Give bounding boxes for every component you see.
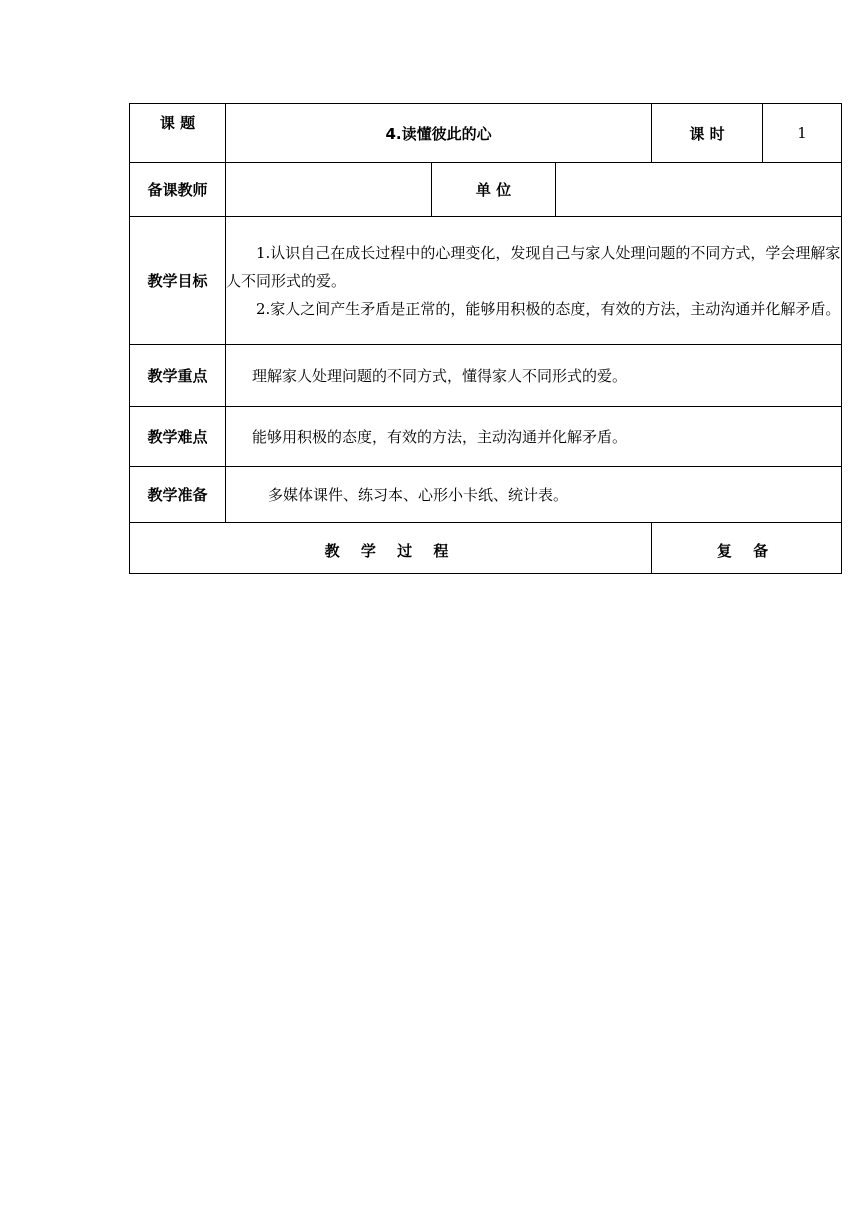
- unit-label: 单 位: [432, 163, 556, 217]
- unit-value: [556, 163, 842, 217]
- key-points-row: [130, 345, 842, 407]
- objective-item-2: 2.家人之间产生矛盾是正常的，能够用积极的态度，有效的方法，主动沟通并化解矛盾。: [256, 299, 841, 318]
- preparation-label: 教学准备: [130, 467, 226, 523]
- difficulties-text: 能够用积极的态度，有效的方法，主动沟通并化解矛盾。: [226, 407, 842, 467]
- preparation-text: 多媒体课件、练习本、心形小卡纸、统计表。: [226, 467, 842, 523]
- teacher-value: [226, 163, 432, 217]
- topic-label: 课 题: [130, 104, 226, 163]
- topic-row: [130, 104, 842, 163]
- process-header-row: [130, 523, 842, 574]
- difficulties-label: 教学难点: [130, 407, 226, 467]
- teacher-row: [130, 163, 842, 217]
- preparation-row: [130, 467, 842, 523]
- key-points-text: 理解家人处理问题的不同方式，懂得家人不同形式的爱。: [226, 345, 842, 407]
- objectives-label: 教学目标: [130, 217, 226, 345]
- lesson-plan-table: [129, 103, 842, 574]
- difficulties-row: [130, 407, 842, 467]
- review-header: 复 备: [652, 523, 842, 574]
- key-points-label: 教学重点: [130, 345, 226, 407]
- teacher-label: 备课教师: [130, 163, 226, 217]
- hours-label: 课 时: [652, 104, 763, 162]
- objectives-text: [226, 217, 842, 345]
- objective-item-1: 1.认识自己在成长过程中的心理变化，发现自己与家人处理问题的不同方式，学会理解家人不同形式的爱。: [226, 243, 841, 290]
- process-header: 教 学 过 程: [130, 523, 652, 574]
- objectives-row: [130, 217, 842, 345]
- lesson-title: 4.读懂彼此的心: [226, 104, 652, 163]
- hours-value: 1: [797, 124, 807, 142]
